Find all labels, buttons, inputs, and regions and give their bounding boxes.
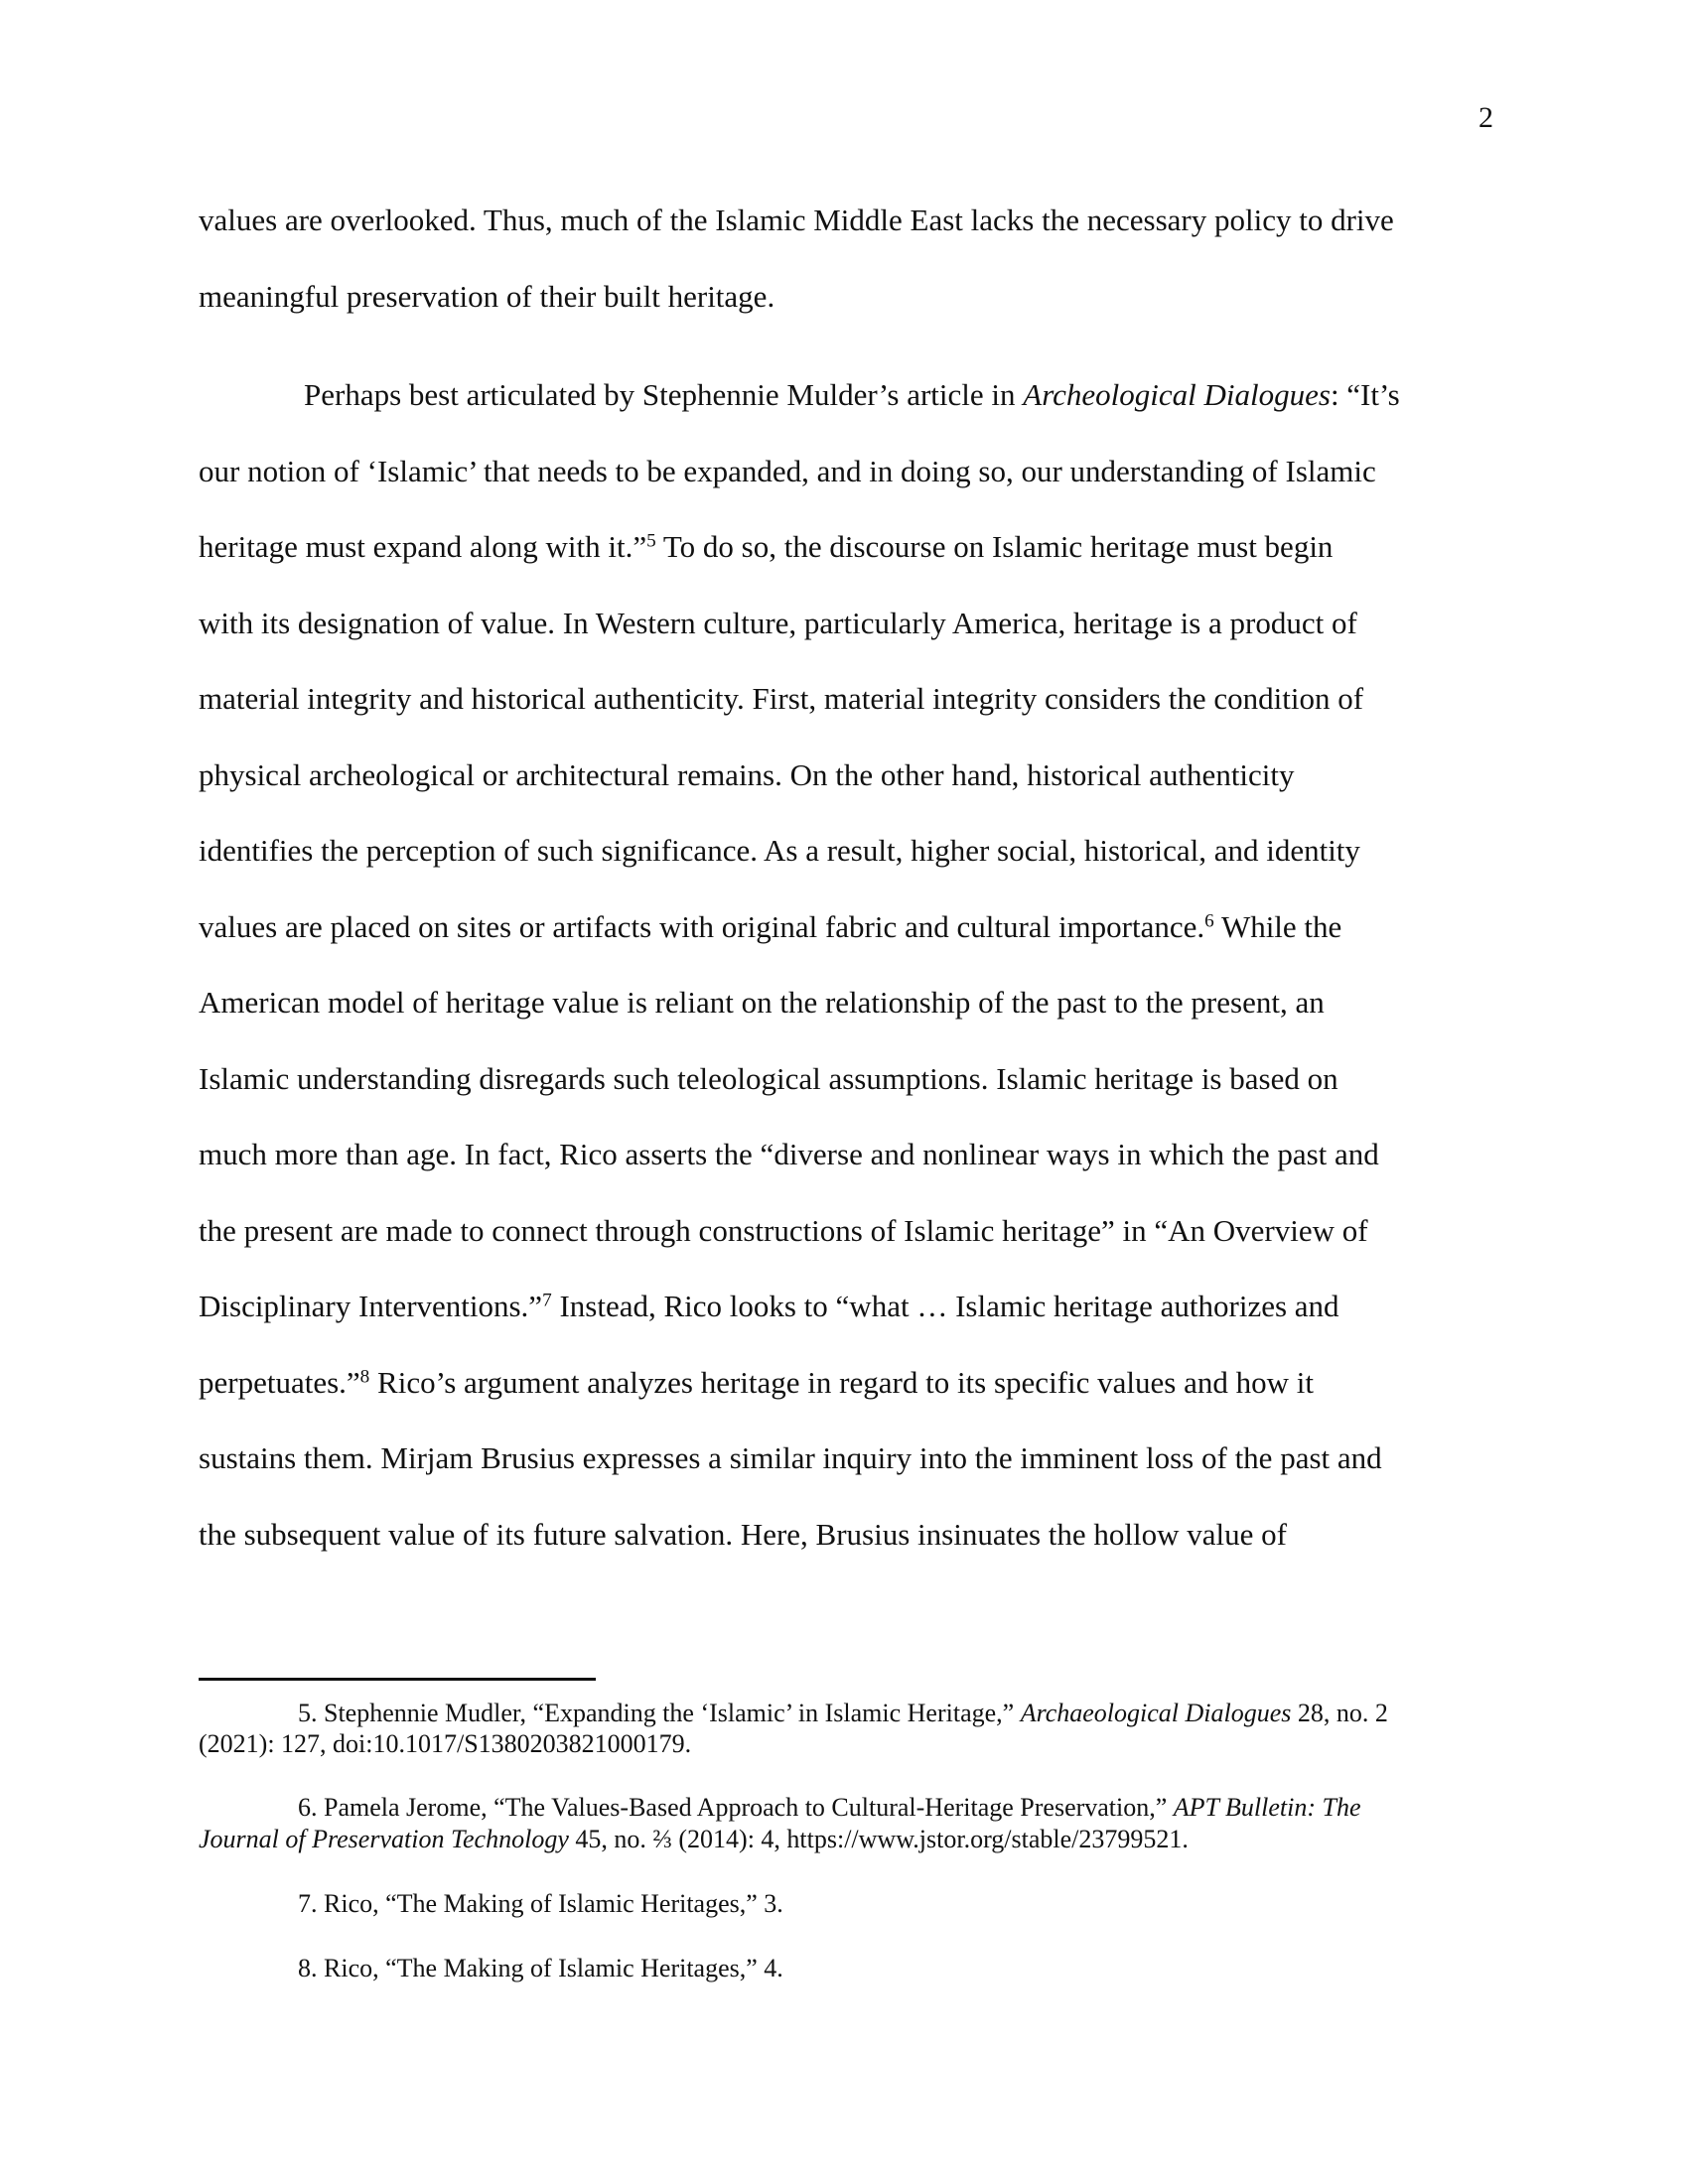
footnote-italic-title: Archaeological Dialogues bbox=[1020, 1699, 1292, 1727]
body-text-run: Perhaps best articulated by Stephennie Mulder’s article in bbox=[304, 377, 1024, 412]
body-line bbox=[199, 531, 1333, 562]
footnote-7: 7. Rico, “The Making of Islamic Heritages,” 3. bbox=[298, 1889, 783, 1918]
body-text-run: Instead, Rico looks to “what … Islamic heritage authorizes and bbox=[551, 1289, 1339, 1323]
footnote-ref-6[interactable]: 6 bbox=[1204, 910, 1214, 932]
footnote-5 bbox=[298, 1701, 1388, 1726]
body-text-run: heritage must expand along with it.” bbox=[199, 529, 647, 564]
body-line bbox=[304, 379, 1400, 410]
body-line: with its designation of value. In Western culture, particularly America, heritage is a product of bbox=[199, 606, 1357, 640]
footnote-ref-8[interactable]: 8 bbox=[359, 1366, 370, 1388]
footnote-text-run: 5. Stephennie Mudler, “Expanding the ‘Islamic’ in Islamic Heritage,” bbox=[298, 1699, 1021, 1727]
footnote-text-run: 45, no. ⅔ (2014): 4, https://www.jstor.org/stable/23799521. bbox=[568, 1825, 1189, 1853]
journal-title-italic: Archeological Dialogues bbox=[1023, 377, 1331, 412]
body-line bbox=[199, 1367, 1314, 1398]
footnote-6 bbox=[298, 1795, 1361, 1821]
footnote-text-run: 28, no. 2 bbox=[1291, 1699, 1388, 1727]
footnote-8: 8. Rico, “The Making of Islamic Heritages,” 4. bbox=[298, 1954, 783, 1982]
body-text-run: While the bbox=[1213, 909, 1342, 944]
body-line: our notion of ‘Islamic’ that needs to be expanded, and in doing so, our understanding of Islamic bbox=[199, 454, 1376, 488]
footnote-italic-title: APT Bulletin: The bbox=[1173, 1793, 1361, 1822]
footnote-ref-5[interactable]: 5 bbox=[646, 530, 656, 552]
body-line: the present are made to connect through constructions of Islamic heritage” in “An Overview of bbox=[199, 1213, 1368, 1248]
body-line: material integrity and historical authenticity. First, material integrity considers the condition of bbox=[199, 681, 1364, 716]
body-line bbox=[199, 1291, 1339, 1321]
page-number: 2 bbox=[1478, 101, 1493, 134]
body-text-run: : “It’s bbox=[1330, 377, 1400, 412]
footnote-text-run: 6. Pamela Jerome, “The Values-Based Approach to Cultural-Heritage Preservation,” bbox=[298, 1793, 1174, 1822]
footnote-6-cont bbox=[199, 1827, 1189, 1852]
body-text-run: Rico’s argument analyzes heritage in regard to its specific values and how it bbox=[369, 1365, 1314, 1400]
body-line: much more than age. In fact, Rico asserts the “diverse and nonlinear ways in which the past and bbox=[199, 1137, 1379, 1171]
body-text-run: perpetuates.” bbox=[199, 1365, 360, 1400]
body-line: the subsequent value of its future salvation. Here, Brusius insinuates the hollow value of bbox=[199, 1517, 1287, 1552]
footnote-ref-7[interactable]: 7 bbox=[542, 1290, 552, 1311]
body-line: values are overlooked. Thus, much of the Islamic Middle East lacks the necessary policy to drive bbox=[199, 203, 1394, 237]
body-text-run: values are placed on sites or artifacts with original fabric and cultural importance. bbox=[199, 909, 1205, 944]
body-line: physical archeological or architectural remains. On the other hand, historical authenticity bbox=[199, 757, 1295, 792]
footnote-separator bbox=[199, 1678, 596, 1681]
body-line: Islamic understanding disregards such teleological assumptions. Islamic heritage is based on bbox=[199, 1061, 1338, 1096]
footnote-italic-title: Journal of Preservation Technology bbox=[199, 1825, 569, 1853]
body-text-run: Disciplinary Interventions.” bbox=[199, 1289, 543, 1323]
footnote-5-cont: (2021): 127, doi:10.1017/S1380203821000179. bbox=[199, 1729, 692, 1758]
body-line bbox=[199, 911, 1341, 942]
body-line: sustains them. Mirjam Brusius expresses a similar inquiry into the imminent loss of the past and bbox=[199, 1440, 1382, 1475]
body-line: meaningful preservation of their built heritage. bbox=[199, 279, 775, 314]
body-text-run: To do so, the discourse on Islamic heritage must begin bbox=[655, 529, 1334, 564]
body-line: American model of heritage value is reliant on the relationship of the past to the present, an bbox=[199, 985, 1325, 1020]
body-line: identifies the perception of such significance. As a result, higher social, historical, and identity bbox=[199, 833, 1360, 868]
